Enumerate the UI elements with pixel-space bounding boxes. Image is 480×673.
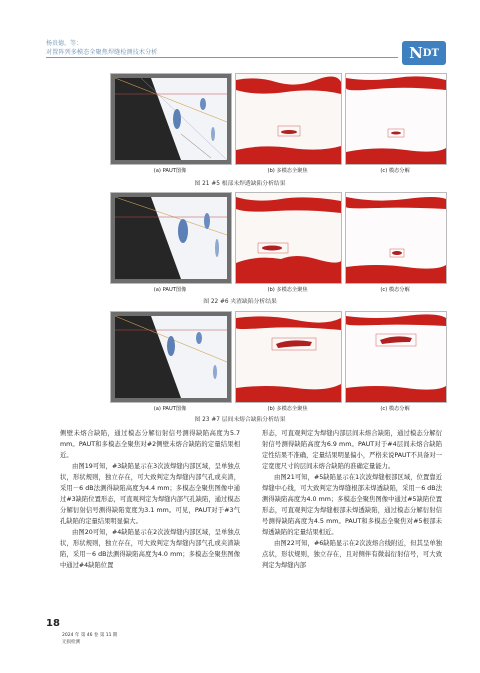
subfigure-label: (a) PAUT图像 <box>153 168 187 174</box>
body-paragraph: 由图20可知，#4缺陷显示在2次波焊缝内部区域，呈单独点状，形状规则，独立存在，可大致判定为焊缝内部气孔或夹渣缺陷，采用－6 dB法测得缺陷高度为4.0 mm；多模态全聚焦图像中通过#4缺陷位置 <box>60 529 240 569</box>
body-paragraph: 形态，可直观判定为焊缝内部层间未熔合缺陷，通过模态分解衍射信号测得缺陷高度为6.9 mm。PAUT对于#4层间未熔合缺陷定性结果不准确，定量结果明显偏小，严格来说PAUT不具备对一定宽度尺寸的层间未熔合缺陷的准确定量能力。 <box>262 430 442 470</box>
multimodal-tfm-image <box>235 311 342 403</box>
body-column-right <box>262 428 442 571</box>
page-number: 18 <box>46 618 60 629</box>
paut-image <box>110 192 232 284</box>
figure-23 <box>110 311 445 412</box>
subfigure-label: (a) PAUT图像 <box>153 406 187 412</box>
subfigure-label: (b) 多模态全聚焦 <box>267 406 308 412</box>
multimodal-tfm-image <box>235 73 342 165</box>
journal-logo <box>402 41 446 65</box>
body-paragraph: 侧壁未熔合缺陷，通过模态分解衍射信号测得缺陷高度为5.7 mm。PAUT和多模态全聚焦对#2侧壁未熔合缺陷的定量结果相近。 <box>60 430 240 459</box>
body-paragraph: 由图21可知，#5缺陷显示在1次波焊缝根部区域，位置靠近焊缝中心线，可大致判定为焊缝根部未焊透缺陷，采用－6 dB法测得缺陷高度为4.0 mm；多模态全聚焦图像中通过#5缺陷位置形态，可直观判定为焊缝根部未焊透缺陷，通过模态分解衍射信号测得缺陷高度为4.5 mm。PAUT和多模态全聚焦对#5根部未焊透缺陷的定量结果相近。 <box>262 474 442 536</box>
body-paragraph: 由图22可知，#6缺陷显示在2次波熔合线附近，但其呈单独点状，形状规则，独立存在，且对侧伴有微弱衍射信号，可大致判定为焊缝内部 <box>262 540 442 569</box>
logo-main-letter: N <box>409 44 422 62</box>
subfigure-label: (b) 多模态全聚焦 <box>267 287 308 293</box>
paut-image <box>110 311 232 403</box>
subfigure-label: (a) PAUT图像 <box>153 287 187 293</box>
mode-decomposition-image <box>345 73 447 165</box>
subfigure-label: (c) 模态分解 <box>380 168 410 174</box>
body-column-left <box>60 428 240 571</box>
mode-decomposition-image <box>345 192 447 284</box>
running-head-title: 对置阵列多模态全聚焦焊缝检测技术分析 <box>46 49 158 56</box>
figure-caption: 图 21 #5 根部未焊透缺陷分析结果 <box>194 181 286 187</box>
mode-decomposition-image <box>345 311 447 403</box>
subfigure-label: (c) 模态分解 <box>380 287 410 293</box>
figure-22 <box>110 192 445 293</box>
figure-caption: 图 22 #6 夹渣缺陷分析结果 <box>203 299 277 305</box>
body-paragraph: 由图19可知，#3缺陷显示在3次波焊缝内部区域，呈单独点状，形状规则，独立存在，可大致判定为焊缝内部气孔或夹渣，采用－6 dB法测得缺陷高度为4.4 mm；多模态全聚焦图像中通过#3缺陷位置形态，可直观判定为焊缝内部气孔缺陷，通过模态分解衍射信号测得缺陷宽度为3.1 mm。可见，PAUT对于#3气孔缺陷的定量结果明显偏大。 <box>60 463 240 525</box>
subfigure-label: (b) 多模态全聚焦 <box>267 168 308 174</box>
header-divider <box>46 57 398 58</box>
running-head-authors: 杨贵德，等： <box>46 40 83 47</box>
figure-21 <box>110 73 445 174</box>
logo-sub-letters: DT <box>422 47 439 59</box>
subfigure-label: (c) 模态分解 <box>380 406 410 412</box>
paut-image <box>110 73 232 165</box>
issue-info: 2024 年 第 46 卷 第 11 期 <box>62 633 118 638</box>
multimodal-tfm-image <box>235 192 342 284</box>
figure-caption: 图 23 #7 层间未熔合缺陷分析结果 <box>194 417 286 423</box>
journal-name: 无损检测 <box>62 640 80 645</box>
